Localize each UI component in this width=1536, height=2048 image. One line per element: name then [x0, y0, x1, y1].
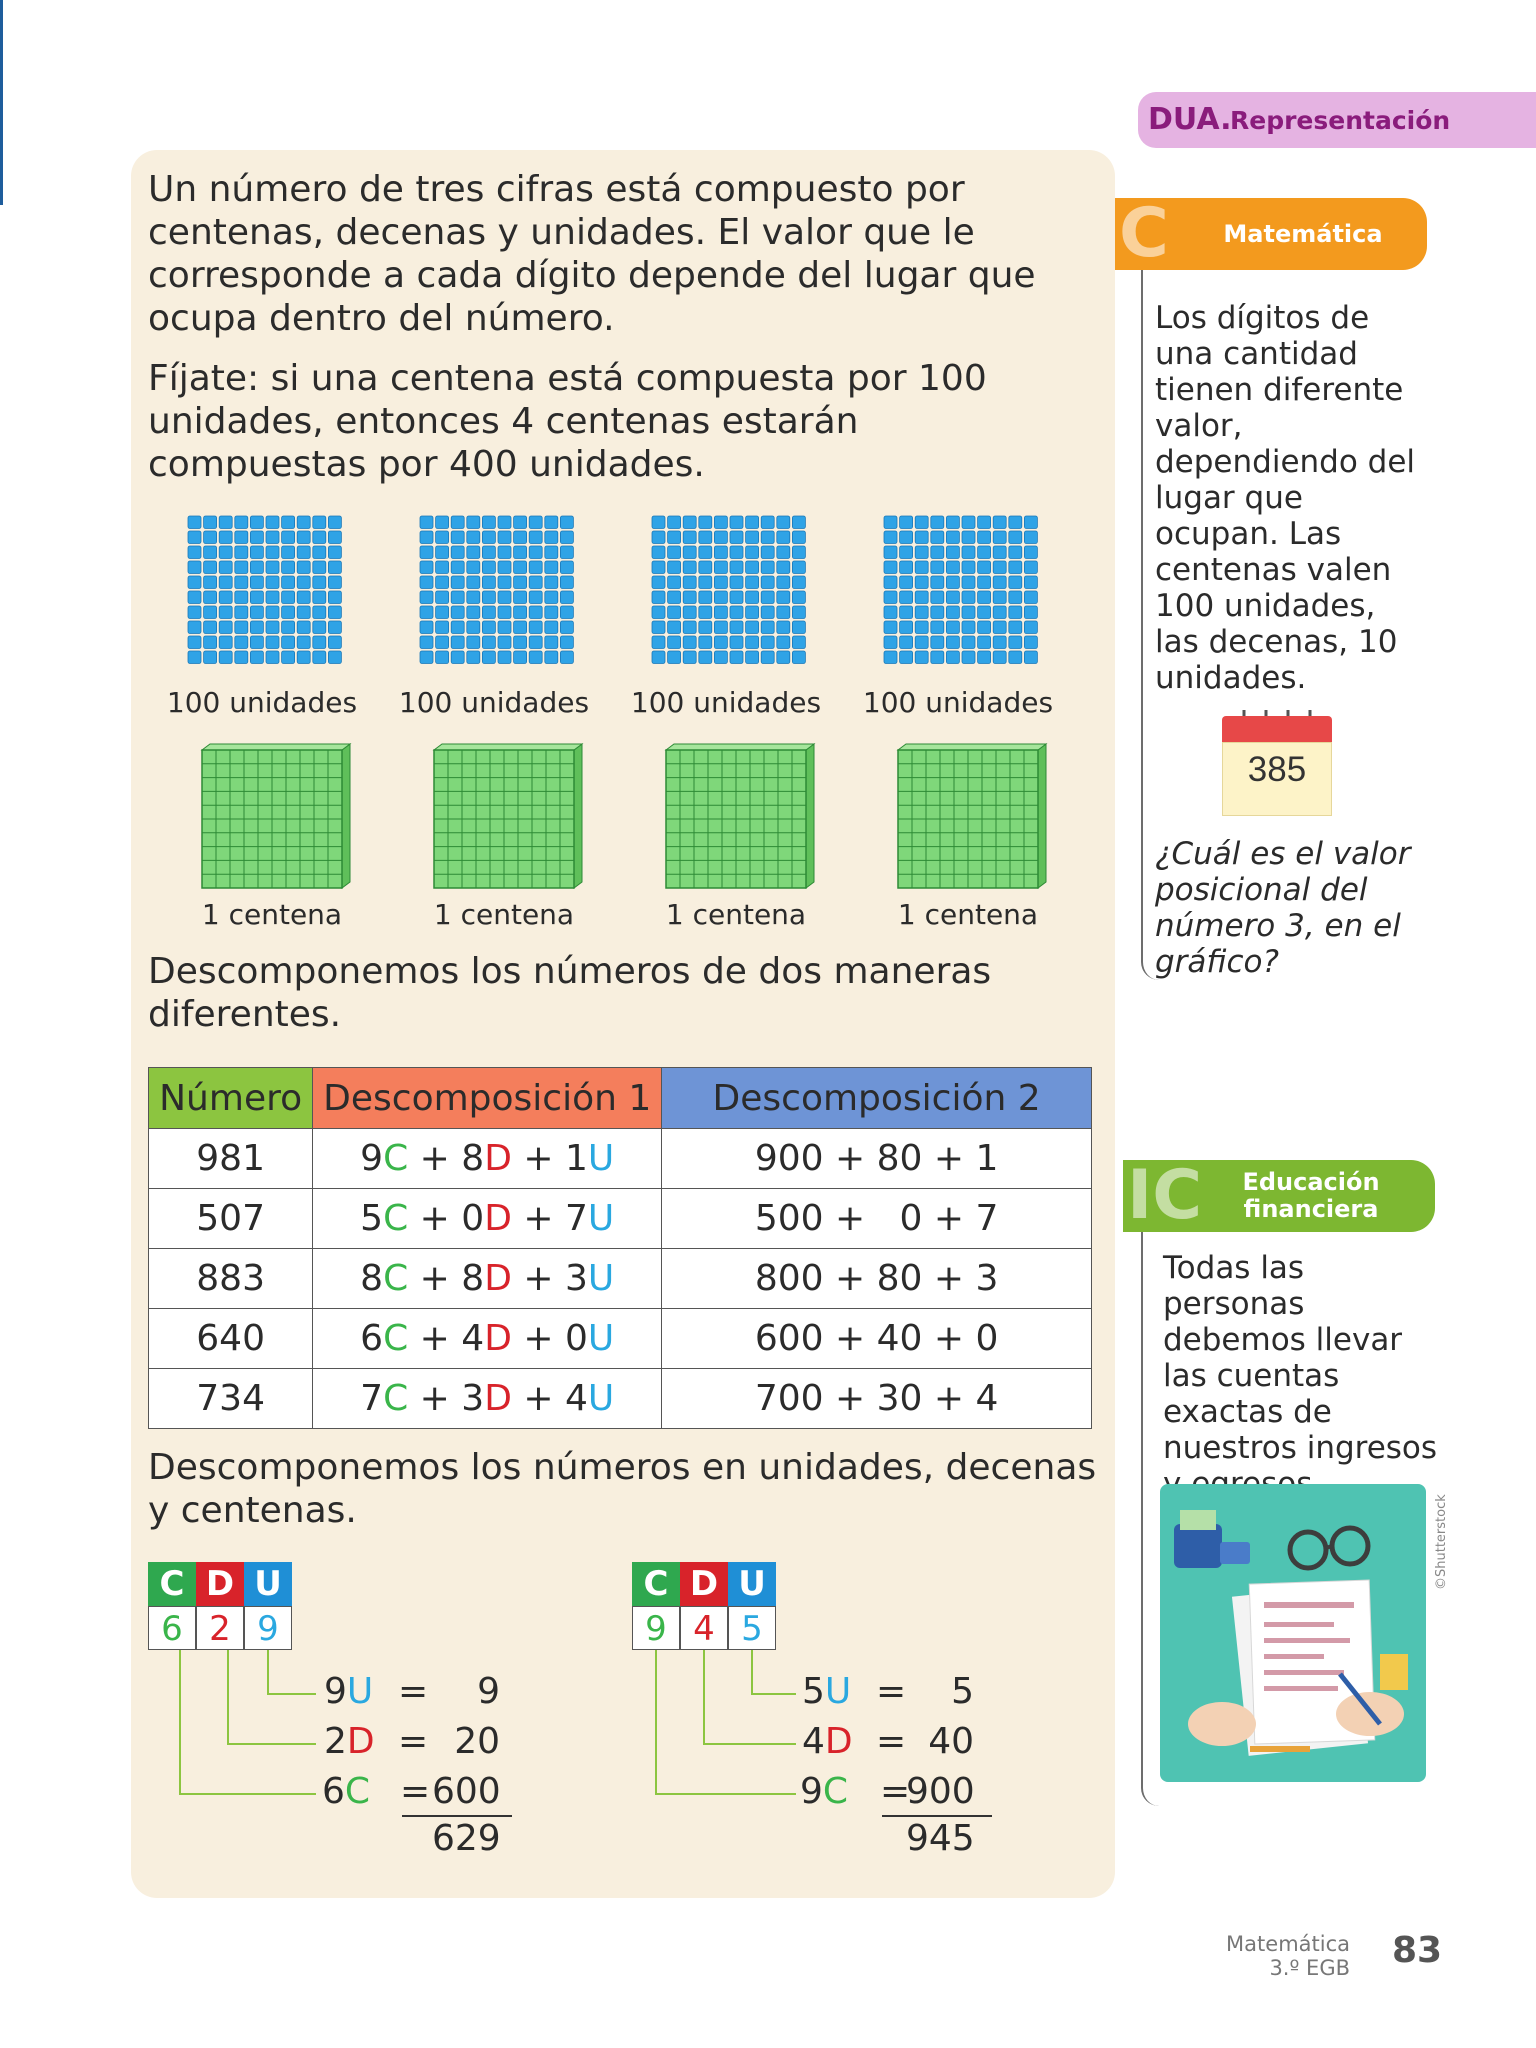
eq-1-c-term: 6C	[322, 1771, 371, 1812]
math-question: ¿Cuál es el valor posicional del número 3, en el gráfico?	[1155, 836, 1411, 980]
intro-paragraph-2: Fíjate: si una centena está compuesta por 100 unidades, entonces 4 centenas estarán compuestas por 400 unidades.	[148, 358, 987, 485]
footer-grade: 3.º EGB	[1269, 1956, 1350, 1980]
cell-number: 734	[149, 1369, 313, 1429]
footer-subject-grade	[1226, 1932, 1350, 1980]
cdu-header-d: D	[196, 1562, 244, 1606]
cell-number: 981	[149, 1129, 313, 1189]
dua-banner	[1138, 92, 1536, 148]
eq-2-d-value: 40	[928, 1721, 974, 1762]
cell-decomposition-1: 6C + 4D + 0U	[313, 1309, 662, 1369]
unit-block-label: 100 unidades	[630, 686, 822, 719]
header-descomposicion-1: Descomposición 1	[313, 1068, 662, 1129]
hundred-block-label: 1 centena	[433, 898, 575, 931]
cdu-header-u: U	[728, 1562, 776, 1606]
finance-illustration	[1160, 1484, 1426, 1782]
cell-decomposition-2: 600 + 40 + 0	[662, 1309, 1092, 1369]
eq-2-u-value: 5	[951, 1671, 974, 1712]
eq-2-d-equals: =	[876, 1721, 907, 1762]
hundred-block-label: 1 centena	[665, 898, 807, 931]
eq-1-c-value: 600	[432, 1771, 501, 1812]
cdu-header-c: C	[148, 1562, 196, 1606]
page-number: 83	[1392, 1930, 1443, 1971]
cell-decomposition-2: 700 + 30 + 4	[662, 1369, 1092, 1429]
cell-decomposition-1: 9C + 8D + 1U	[313, 1129, 662, 1189]
finance-ic-icon: IC	[1127, 1156, 1203, 1235]
calendar-number: 385	[1247, 750, 1307, 789]
math-c-icon: C	[1119, 194, 1169, 273]
eq-1-d-term: 2D	[324, 1721, 375, 1762]
image-credit: ©Shutterstock	[1434, 1494, 1449, 1590]
connector-d-1	[228, 1650, 316, 1744]
cell-decomposition-1: 5C + 0D + 7U	[313, 1189, 662, 1249]
eq-2-total: 945	[906, 1818, 975, 1859]
hundred-block-label: 1 centena	[897, 898, 1039, 931]
finance-illustration-drawing	[1160, 1484, 1426, 1782]
finance-tab	[1123, 1156, 1435, 1235]
eq-2-d-term: 4D	[802, 1721, 853, 1762]
cell-number: 883	[149, 1249, 313, 1309]
cdu-digit-u: 9	[244, 1606, 292, 1650]
cell-number: 640	[149, 1309, 313, 1369]
eq-1-total: 629	[432, 1818, 501, 1859]
finance-tab-label: Educación financiera	[1242, 1168, 1380, 1223]
connector-d-2	[704, 1650, 796, 1744]
unit-block-label: 100 unidades	[166, 686, 358, 719]
eq-1-u-term: 9U	[324, 1671, 374, 1712]
connector-u-1	[268, 1650, 316, 1694]
math-card-text: Los dígitos de una cantidad tienen diferente valor, dependiendo del lugar que ocupan. Las centenas valen 100 unidades, las decenas, 10 unidades.	[1155, 300, 1416, 696]
cdu-digit-d: 4	[680, 1606, 728, 1650]
eq-2-c-term: 9C	[800, 1771, 849, 1812]
intro-paragraph-1: Un número de tres cifras está compuesto por centenas, decenas y unidades. El valor que le corresponde a cada dígito depende del lugar que ocupa dentro del número.	[148, 169, 1036, 339]
cdu-digit-c: 6	[148, 1606, 196, 1650]
math-tab	[1115, 194, 1427, 273]
dua-label: DUA.	[1148, 102, 1232, 137]
finance-card-text: Todas las personas debemos llevar las cuentas exactas de nuestros ingresos	[1163, 1250, 1438, 1466]
cdu-header-c: C	[632, 1562, 680, 1606]
cell-decomposition-2: 500 + 0 + 7	[662, 1189, 1092, 1249]
eq-1-d-value: 20	[454, 1721, 500, 1762]
eq-1-u-equals: =	[398, 1671, 429, 1712]
cdu-digit-c: 9	[632, 1606, 680, 1650]
eq-2-u-term: 5U	[802, 1671, 852, 1712]
dua-representacion: Representación	[1230, 106, 1451, 135]
calendar-icon	[1222, 710, 1332, 818]
connector-c-1	[180, 1650, 316, 1794]
connector-u-2	[752, 1650, 796, 1694]
section-title-two-ways: Descomponemos los números de dos maneras diferentes.	[148, 951, 992, 1035]
eq-1-d-equals: =	[398, 1721, 429, 1762]
eq-1-u-value: 9	[477, 1671, 500, 1712]
hundred-block-label: 1 centena	[201, 898, 343, 931]
section-title-cdu: Descomponemos los números en unidades, decenas y centenas.	[148, 1447, 1097, 1531]
eq-2-u-equals: =	[876, 1671, 907, 1712]
cell-decomposition-1: 7C + 3D + 4U	[313, 1369, 662, 1429]
cell-number: 507	[149, 1189, 313, 1249]
eq-1-c-equals: =	[400, 1771, 431, 1812]
footer-subject: Matemática	[1226, 1932, 1350, 1956]
connector-c-2	[656, 1650, 796, 1794]
calendar-header	[1222, 716, 1332, 742]
unit-block-label: 100 unidades	[398, 686, 590, 719]
unit-block-label: 100 unidades	[862, 686, 1054, 719]
cell-decomposition-2: 800 + 80 + 3	[662, 1249, 1092, 1309]
cdu-header-d: D	[680, 1562, 728, 1606]
cell-decomposition-1: 8C + 8D + 3U	[313, 1249, 662, 1309]
eq-2-c-value: 900	[906, 1771, 975, 1812]
header-descomposicion-2: Descomposición 2	[662, 1068, 1092, 1129]
header-numero: Número	[149, 1068, 313, 1129]
cdu-digit-d: 2	[196, 1606, 244, 1650]
cell-decomposition-2: 900 + 80 + 1	[662, 1129, 1092, 1189]
eq-2-c-equals: =	[880, 1771, 911, 1812]
cdu-digit-u: 5	[728, 1606, 776, 1650]
cdu-header-u: U	[244, 1562, 292, 1606]
math-tab-label: Matemática	[1223, 219, 1383, 248]
